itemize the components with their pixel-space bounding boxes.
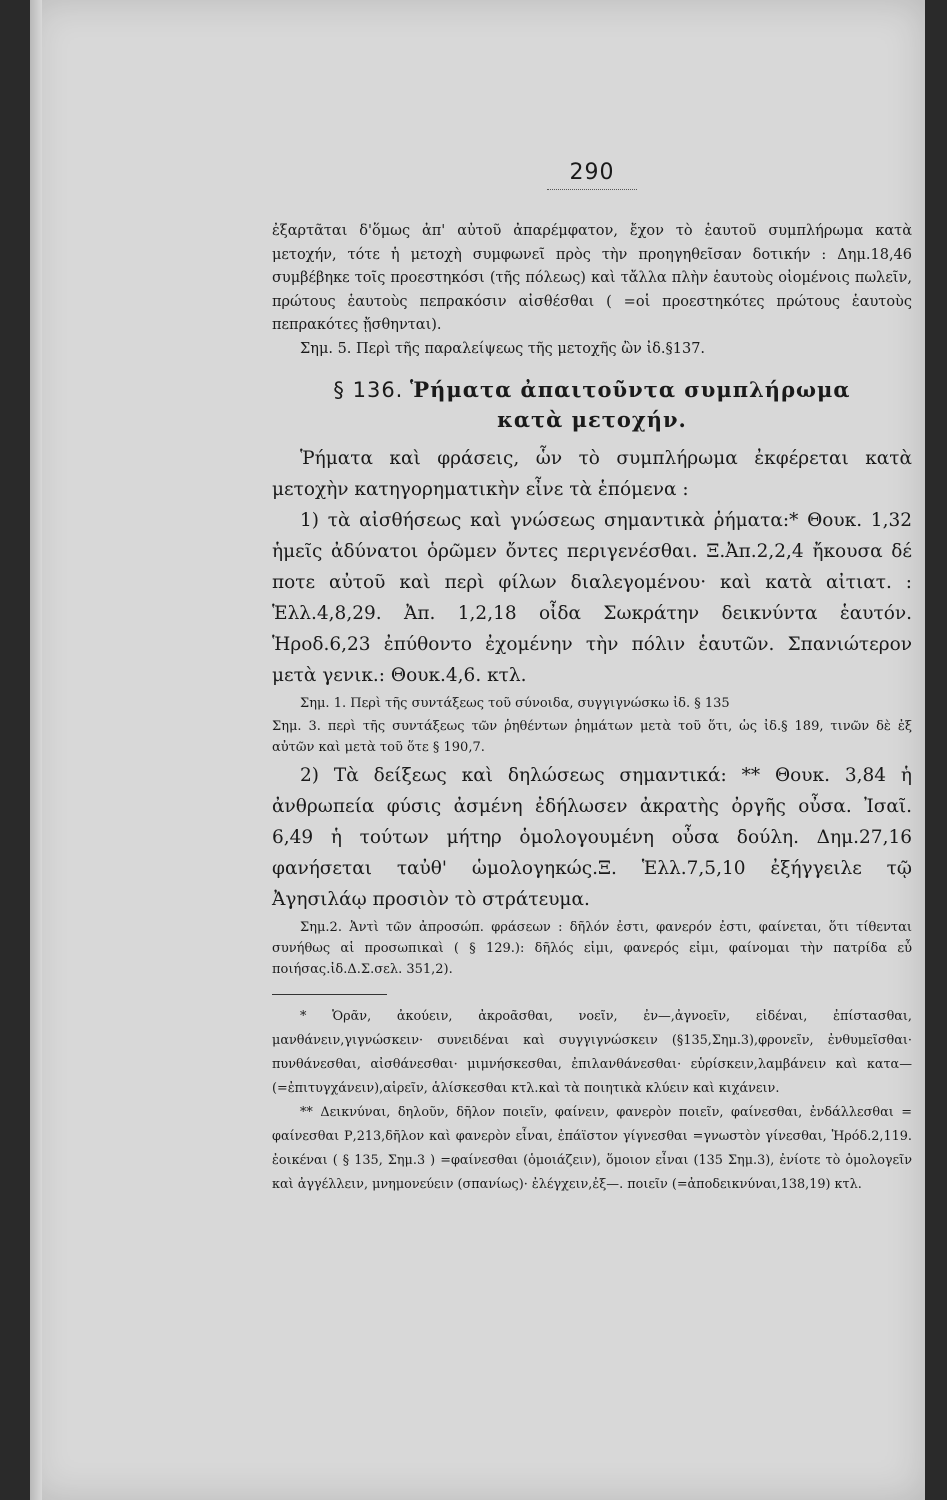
note-5: Σημ. 5. Περὶ τῆς παραλείψεως τῆς μετοχῆς ὢν ἰδ.§137. xyxy=(300,340,706,357)
paragraph-continuation: ἐξαρτᾶται δ'ὅμως ἀπ' αὐτοῦ ἀπαρέμφατον, ἔχον τὸ ἑαυτοῦ συμπλήρωμα κατὰ μετοχήν, τότε ἡ μετοχὴ συμφωνεῖ πρὸς τὴν προηγηθεῖσαν δοτικήν : Δημ.18,46 συμβέβηκε τοῖς προεστηκόσι (τῆς πόλεως) καὶ τἄλλα πλὴν ἑαυτοὺς οἰομένοις πωλεῖν, πρώτους ἑαυτοὺς πεπρακόσιν αἰσθέσθαι ( =οἱ προεστηκότες πρώτους ἑαυτοὺς πεπρακότες ᾔσθηνται). xyxy=(272,223,912,333)
note-2: Σημ.2. Ἀντὶ τῶν ἀπροσώπ. φράσεων : δῆλόν ἐστι, φανερόν ἐστι, φαίνεται, ὅτι τίθενται συνήθως αἱ προσωπικαὶ ( § 129.): δῆλός εἰμι, φανερός εἰμι, φαίνομαι τὴν πατρίδα εὖ ποιήσας.ἰδ.Δ.Σ.σελ. 351,2). xyxy=(272,920,912,977)
footnote-2: ** Δεικνύναι, δηλοῦν, δῆλον ποιεῖν, φαίνειν, φανερὸν ποιεῖν, φαίνεσθαι, ἐνδάλλεσθαι = φαίνεσθαι Ρ,213,δῆλον καὶ φανερὸν εἶναι, ἐπάϊστον γίγνεσθαι =γνωστὸν γίνεσθαι, Ἡρόδ.2,119. ἐοικέναι ( § 135, Σημ.3 ) =φαίνεσθαι (ὁμοιάζειν), ὅμοιον εἶναι (135 Σημ.3), ἐνίοτε τὸ ὁμολογεῖν καὶ ἀγγέλλειν, μνημονεύειν (σπανίως)· ἐλέγχειν,ἐξ—. ποιεῖν (=ἀποδεικνύναι,138,19) κτλ. xyxy=(272,1105,912,1192)
page-content xyxy=(272,160,912,1197)
footnote-divider xyxy=(272,994,387,995)
section-number: § 136. xyxy=(333,378,404,402)
note-1: Σημ. 1. Περὶ τῆς συντάξεως τοῦ σύνοιδα, συγγιγνώσκω ἰδ. § 135 xyxy=(300,696,730,711)
page-number: 290 xyxy=(547,160,637,190)
item-1: 1) τὰ αἰσθήσεως καὶ γνώσεως σημαντικὰ ῥήματα:* Θουκ. 1,32 ἡμεῖς ἀδύνατοι ὁρῶμεν ὄντες περιγενέσθαι. Ξ.Ἀπ.2,2,4 ἤκουσα δέ ποτε αὐτοῦ καὶ περὶ φίλων διαλεγομένου· καὶ κατὰ αἰτιατ. : Ἑλλ.4,8,29. Ἀπ. 1,2,18 οἶδα Σωκράτην δεικνύντα ἑαυτόν. Ἡροδ.6,23 ἐπύθοντο ἐχομένην τὴν πόλιν ἑαυτῶν. Σπανιώτερον μετὰ γενικ.: Θουκ.4,6. κτλ. xyxy=(272,510,912,686)
item-2: 2) Τὰ δείξεως καὶ δηλώσεως σημαντικά: ** Θουκ. 3,84 ἡ ἀνθρωπεία φύσις ἀσμένη ἐδήλωσεν ἀκρατὴς ὀργῆς οὖσα. Ἰσαῖ. 6,49 ἡ τούτων μήτηρ ὁμολογουμένη οὖσα δούλη. Δημ.27,16 φανήσεται ταὐθ' ὡμολογηκώς.Ξ. Ἑλλ.7,5,10 ἐξήγγειλε τῷ Ἀγησιλάῳ προσιὸν τὸ στράτευμα. xyxy=(272,765,912,910)
footnote-1: * Ὁρᾶν, ἀκούειν, ἀκροᾶσθαι, νοεῖν, ἐν—,ἀγνοεῖν, εἰδέναι, ἐπίστασθαι, μανθάνειν,γιγνώσκειν· συνειδέναι καὶ συγγιγνώσκειν (§135,Σημ.3),φρονεῖν, ἐνθυμεῖσθαι· πυνθάνεσθαι, αἰσθάνεσθαι· μιμνήσκεσθαι, ἐπιλανθάνεσθαι· εὑρίσκειν,λαμβάνειν καὶ κατα—(=ἐπιτυγχάνειν),αἱρεῖν, ἁλίσκεσθαι κτλ.καὶ τὰ ποιητικὰ κλύειν καὶ κιχάνειν. xyxy=(272,1009,912,1096)
note-3: Σημ. 3. περὶ τῆς συντάξεως τῶν ῥηθέντων ῥημάτων μετὰ τοῦ ὅτι, ὡς ἰδ.§ 189, τινῶν δὲ ἐξ αὐτῶν καὶ μετὰ τοῦ ὅτε § 190,7. xyxy=(272,719,912,755)
section-heading xyxy=(272,375,912,435)
section-title-line-1: Ῥήματα ἀπαιτοῦντα συμπλήρωμα xyxy=(410,377,851,402)
section-title-line-2: κατὰ μετοχήν. xyxy=(497,407,687,432)
binding-shadow xyxy=(30,0,42,1500)
section-intro: Ῥήματα καὶ φράσεις, ὧν τὸ συμπλήρωμα ἐκφέρεται κατὰ μετοχὴν κατηγορηματικὴν εἶνε τὰ ἑπόμενα : xyxy=(272,448,912,500)
page xyxy=(30,0,925,1500)
